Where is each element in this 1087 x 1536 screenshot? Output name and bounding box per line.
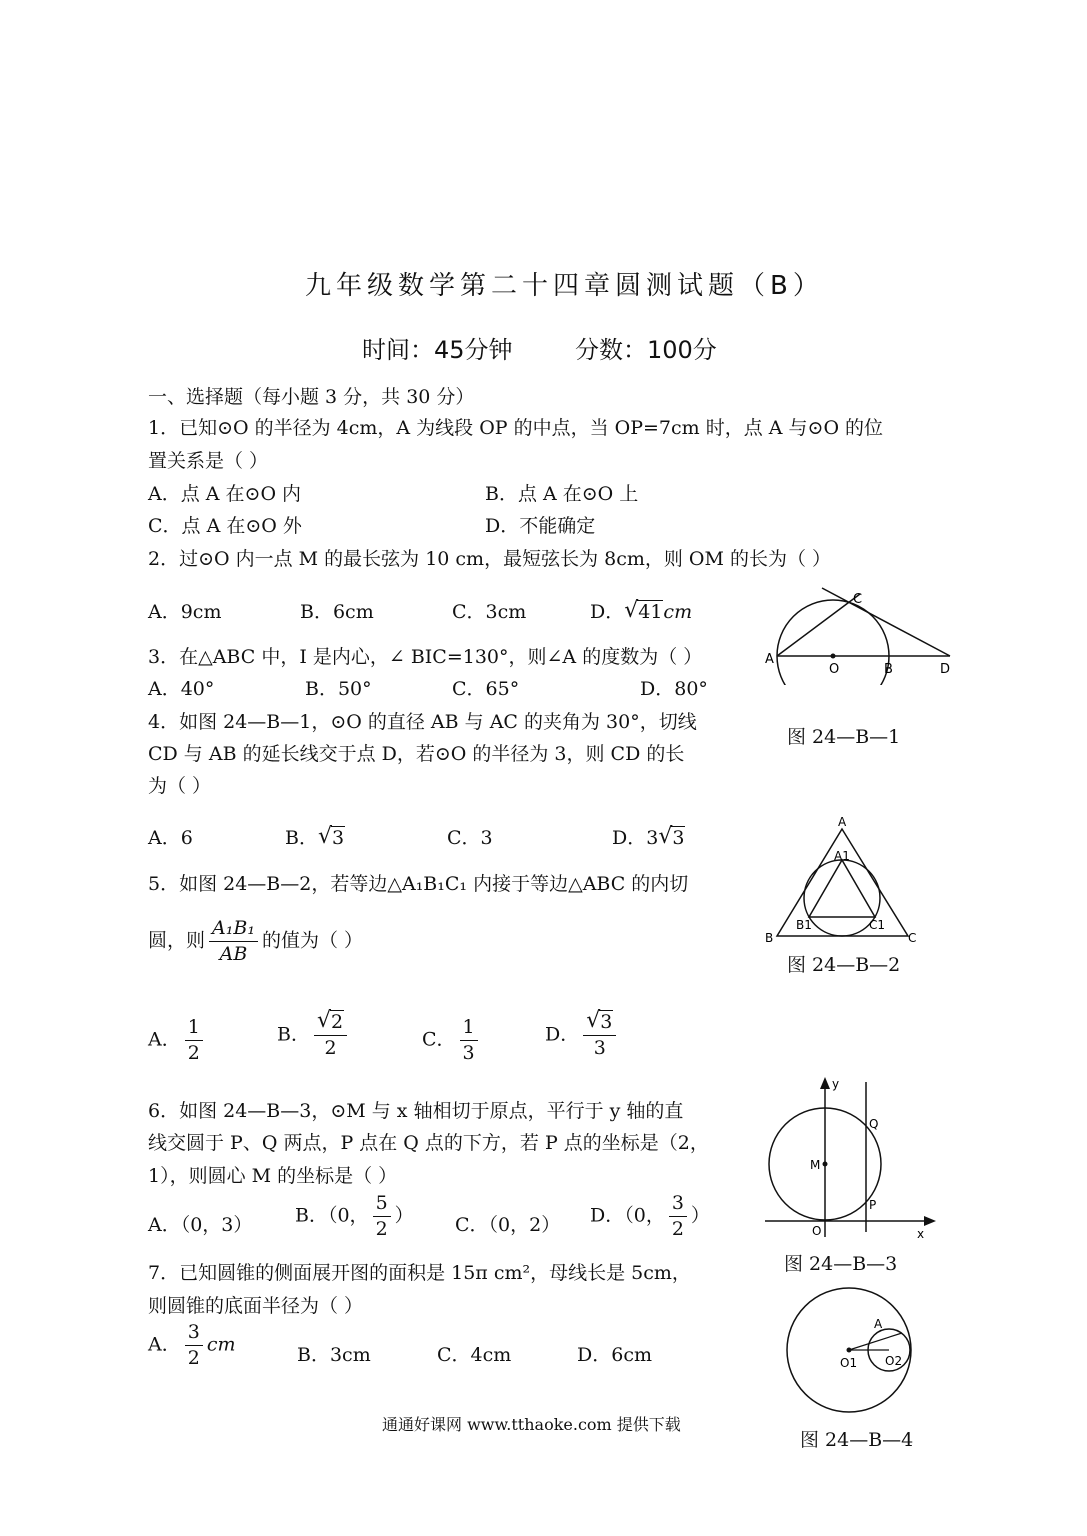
q4-option-a: A．6 xyxy=(148,827,193,849)
fraction: $\frac{1}{3}$ xyxy=(460,1017,478,1064)
segment-o1a xyxy=(849,1333,902,1350)
label-x: x xyxy=(917,1227,925,1241)
label-b: B xyxy=(884,662,893,677)
q3-option-a: A．40° xyxy=(148,678,215,700)
q3-option-c: C．65° xyxy=(452,678,520,700)
q1-option-b: B．点 A 在⊙O 上 xyxy=(485,483,639,505)
q5-option-d: D． √ $\frac{3}{3}$ xyxy=(545,1012,620,1059)
q7-option-d: D．6cm xyxy=(577,1344,652,1366)
q6-stem-line3: 1），则圆心 M 的坐标是（ ） xyxy=(148,1165,398,1187)
q5-option-a: A． $\frac{1}{2}$ xyxy=(148,1017,207,1064)
tangent-cd xyxy=(822,588,950,656)
q2-option-c: C．3cm xyxy=(452,601,527,623)
figure-24-b-2-caption: 图 24—B—2 xyxy=(787,954,901,976)
label-a: A xyxy=(874,1317,883,1331)
sqrt-sign: √ 3 xyxy=(318,827,345,849)
q1-option-d: D．不能确定 xyxy=(485,515,596,537)
label-o1: O1 xyxy=(840,1356,858,1370)
q6-stem-line2: 线交圆于 P、Q 两点，P 点在 Q 点的下方，若 P 点的坐标是（2， xyxy=(148,1132,709,1154)
label-a1: A1 xyxy=(834,849,850,863)
q2-stem: 2．过⊙O 内一点 M 的最长弦为 10 cm，最短弦长为 8cm，则 OM 的长为（ ） xyxy=(148,548,832,570)
chord-ac xyxy=(777,592,863,656)
label-a: A xyxy=(838,815,847,829)
q4-stem-line3: 为（ ） xyxy=(148,775,212,797)
q6-option-c: C．（0，2） xyxy=(455,1214,561,1236)
fraction: $\frac{1}{2}$ xyxy=(185,1017,203,1064)
q5-option-b: B． √ $\frac{2}{2}$ xyxy=(277,1012,351,1059)
q5-option-c: C． $\frac{1}{3}$ xyxy=(422,1017,482,1064)
q3-option-d: D．80° xyxy=(640,678,708,700)
label-m: M xyxy=(810,1158,821,1172)
label-p: P xyxy=(869,1198,877,1212)
q1-option-a: A．点 A 在⊙O 内 xyxy=(148,483,302,505)
q3-stem: 3．在△ABC 中，I 是内心，∠ BIC=130°，则∠A 的度数为（ ） xyxy=(148,646,703,668)
fraction: √ $\frac{3}{3}$ xyxy=(583,1012,616,1059)
label-b: B xyxy=(765,931,774,945)
center-o xyxy=(831,654,836,659)
label-y: y xyxy=(832,1077,840,1091)
q6-stem-line1: 6．如图 24—B—3，⊙M 与 x 轴相切于原点，平行于 y 轴的直 xyxy=(148,1100,684,1122)
figure-24-b-4 xyxy=(782,1285,917,1420)
q6-option-d: D．（0， $\frac{3}{2}$ ） xyxy=(590,1192,710,1240)
q4-stem-line2: CD 与 AB 的延长线交于点 D，若⊙O 的半径为 3，则 CD 的长 xyxy=(148,743,685,765)
q3-option-b: B．50° xyxy=(305,678,372,700)
q5-stem-line1: 5．如图 24—B—2，若等边△A₁B₁C₁ 内接于等边△ABC 的内切 xyxy=(148,873,689,895)
q2-option-a: A．9cm xyxy=(148,601,222,623)
center-o1 xyxy=(847,1348,852,1353)
figure-24-b-4-caption: 图 24—B—4 xyxy=(800,1429,914,1451)
footer-credit: 通通好课网 www.tthaoke.com 提供下载 xyxy=(382,1415,681,1434)
label-o2: O2 xyxy=(885,1354,903,1368)
label-c: C xyxy=(908,931,917,945)
q5-stem-line2: 圆，则 $\frac{\text{A₁B₁}}{AB}$ 的值为（ ） xyxy=(148,917,363,965)
fraction: $\frac{3}{2}$ xyxy=(185,1322,203,1369)
figure-24-b-1 xyxy=(760,585,960,685)
q6-option-b: B．（0， $\frac{5}{2}$ ） xyxy=(295,1192,414,1240)
label-d: D xyxy=(940,662,951,677)
label-o: O xyxy=(812,1224,822,1238)
q2-option-d: D．√ 41cm xyxy=(590,597,692,624)
sqrt-sign: √ 2 xyxy=(317,1012,344,1033)
figure-24-b-3 xyxy=(760,1072,940,1242)
q4-stem-line1: 4．如图 24—B—1，⊙O 的直径 AB 与 AC 的夹角为 30°，切线 xyxy=(148,711,697,733)
q6-option-a: A．（0，3） xyxy=(148,1214,253,1236)
fraction: $\frac{\text{A₁B₁}}{AB}$ xyxy=(209,918,258,965)
x-axis-arrow xyxy=(924,1216,936,1226)
fraction: $\frac{3}{2}$ xyxy=(669,1193,687,1240)
q7-stem-line1: 7．已知圆锥的侧面展开图的面积是 15π cm²，母线长是 5cm， xyxy=(148,1262,691,1284)
q7-option-c: C．4cm xyxy=(437,1344,512,1366)
q4-option-d: D．3√ 3 xyxy=(612,823,685,850)
fraction: $\frac{5}{2}$ xyxy=(373,1193,391,1240)
score-info: 分数：100分 xyxy=(575,336,717,364)
y-axis-arrow xyxy=(820,1077,830,1089)
label-a: A xyxy=(765,652,774,667)
time-info: 时间：45分钟 xyxy=(362,336,513,364)
sqrt-sign: √ 3 xyxy=(586,1012,613,1033)
label-c: C xyxy=(853,592,863,607)
q7-stem-line2: 则圆锥的底面半径为（ ） xyxy=(148,1295,364,1317)
label-c1: C1 xyxy=(869,918,886,932)
label-q: Q xyxy=(869,1117,879,1131)
q1-stem-line1: 1．已知⊙O 的半径为 4cm，A 为线段 OP 的中点，当 OP=7cm 时，点 A 与⊙O 的位 xyxy=(148,417,884,439)
q7-option-b: B．3cm xyxy=(297,1344,371,1366)
fraction: √ $\frac{2}{2}$ xyxy=(314,1012,347,1059)
q2-option-b: B．6cm xyxy=(300,601,374,623)
q7-option-a: A． $\frac{3}{2}$ cm xyxy=(148,1321,236,1369)
q1-stem-line2: 置关系是（ ） xyxy=(148,450,269,472)
section-heading: 一、选择题（每小题 3 分，共 30 分） xyxy=(148,386,475,408)
label-b1: B1 xyxy=(796,918,812,932)
q4-option-c: C．3 xyxy=(447,827,493,849)
center-m xyxy=(823,1162,828,1167)
q1-option-c: C．点 A 在⊙O 外 xyxy=(148,515,302,537)
sqrt-sign: √ 41 xyxy=(624,601,663,623)
figure-24-b-1-caption: 图 24—B—1 xyxy=(787,726,901,748)
q4-option-b: B．√ 3 xyxy=(285,823,345,850)
figure-24-b-2 xyxy=(760,814,930,949)
page-title: 九年级数学第二十四章圆测试题（B） xyxy=(305,271,824,301)
label-o: O xyxy=(829,662,840,677)
figure-24-b-3-caption: 图 24—B—3 xyxy=(784,1253,898,1275)
sqrt-sign: √ 3 xyxy=(658,827,685,849)
